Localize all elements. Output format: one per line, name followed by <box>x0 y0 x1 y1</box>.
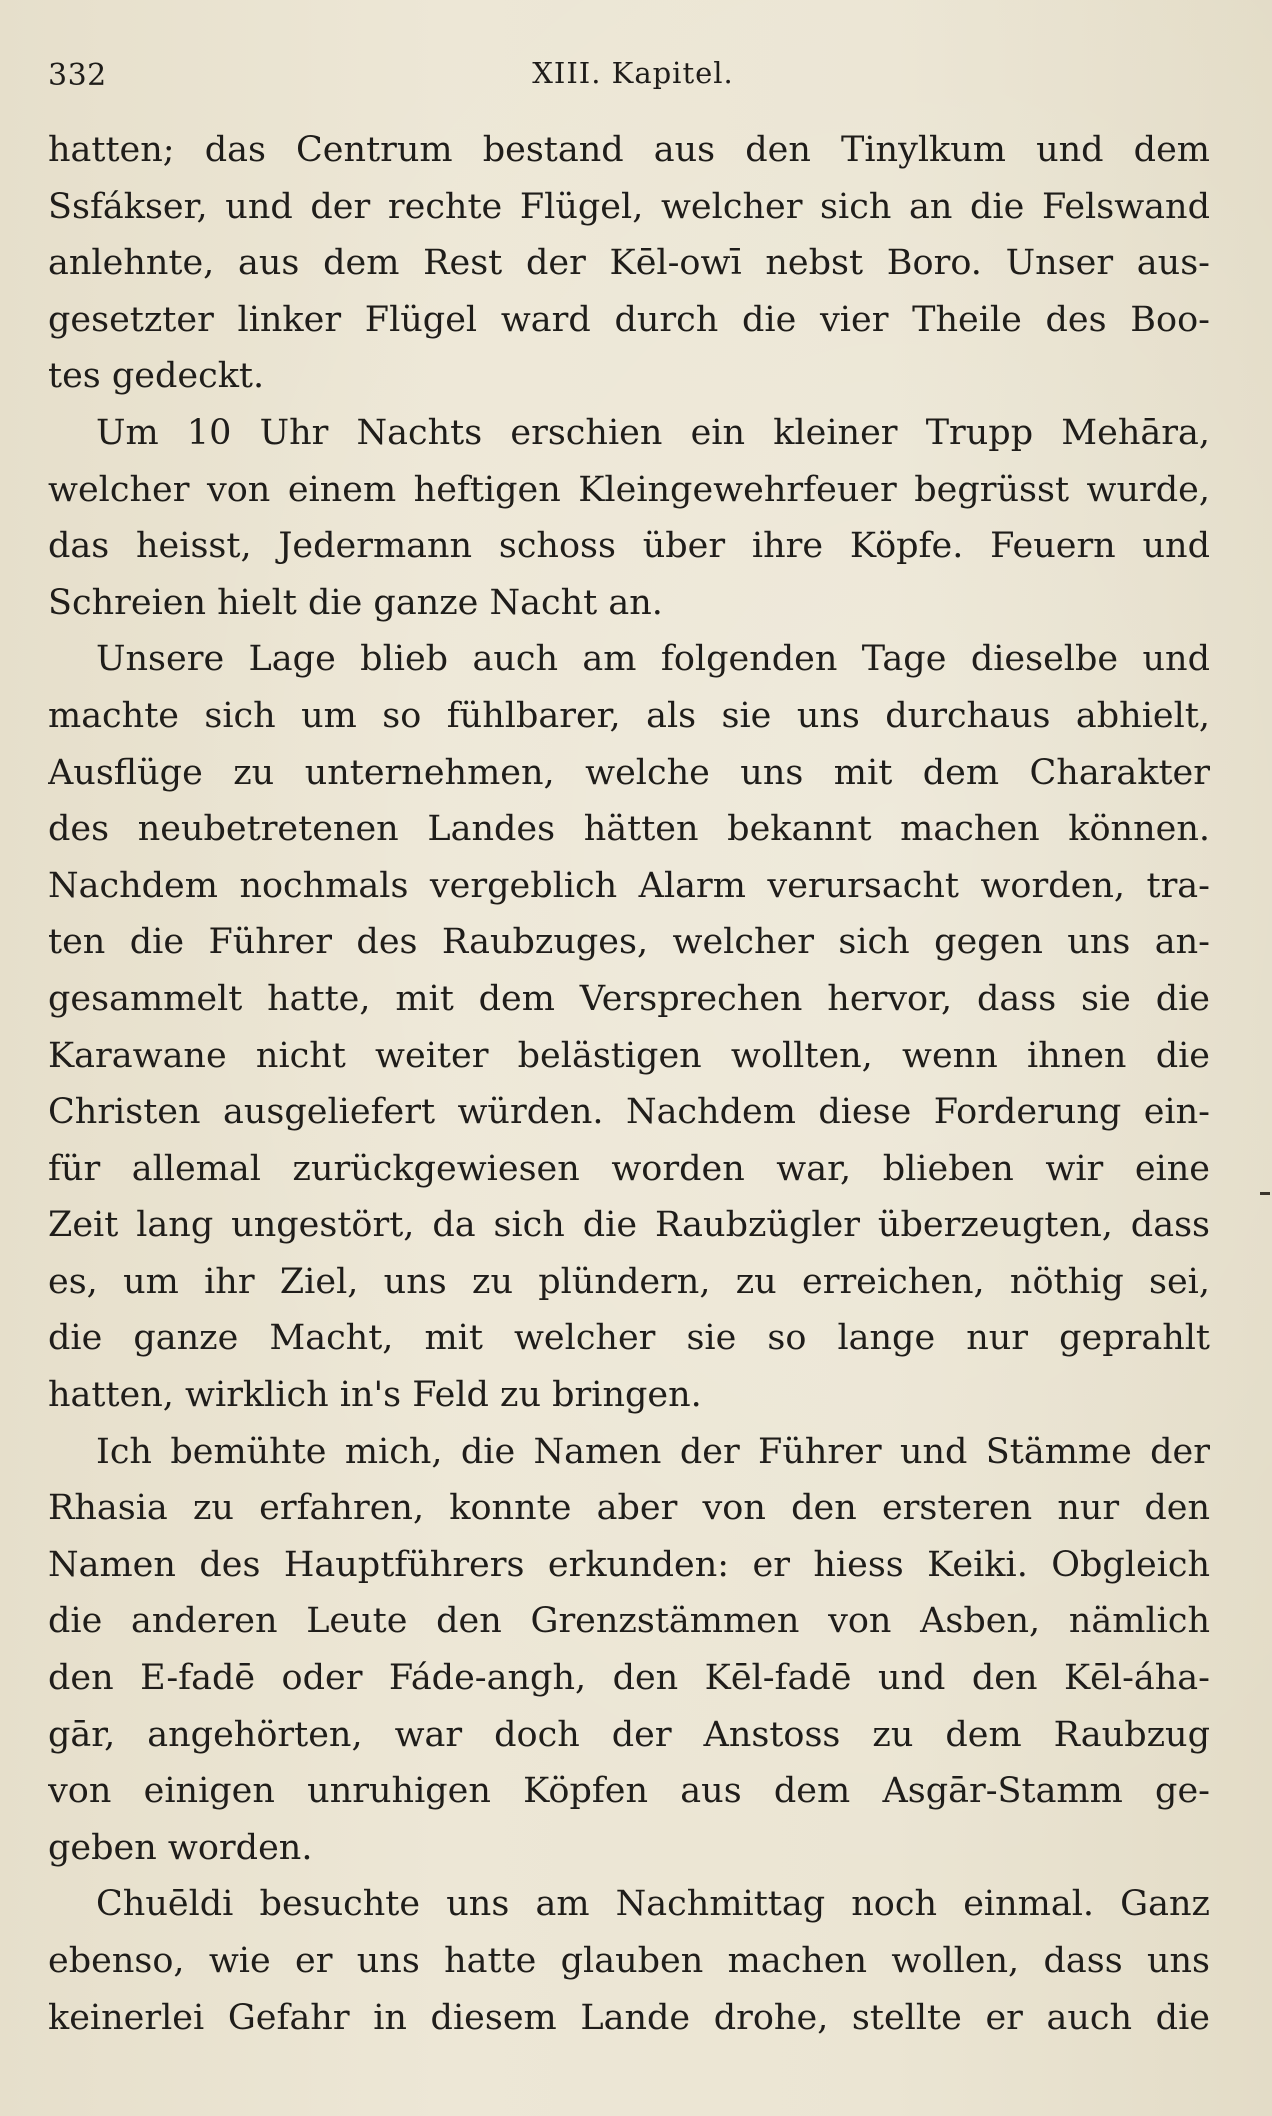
text-line: Schreien hielt die ganze Nacht an. <box>48 582 663 623</box>
paragraph-first-line: Um 10 Uhr Nachts erschien ein kleiner Trupp Mehāra, <box>96 412 1210 453</box>
text-line: gār, angehörten, war doch der Anstoss zu dem Raubzug <box>48 1714 1210 1755</box>
text-line: keinerlei Gefahr in diesem Lande drohe, stellte er auch die <box>48 1997 1210 2038</box>
paragraph-first-line: Chuēldi besuchte uns am Nachmittag noch einmal. Ganz <box>96 1884 1210 1925</box>
text-line: tes gedeckt. <box>48 356 265 397</box>
body-text <box>48 122 1210 2046</box>
text-line: für allemal zurückgewiesen worden war, blieben wir eine <box>48 1148 1210 1189</box>
text-line: Zeit lang ungestört, da sich die Raubzügler überzeugten, dass <box>48 1205 1210 1246</box>
text-line: von einigen unruhigen Köpfen aus dem Asgār-Stamm ge- <box>48 1771 1210 1812</box>
text-line: welcher von einem heftigen Kleingewehrfeuer begrüsst wurde, <box>48 469 1210 510</box>
text-line: die ganze Macht, mit welcher sie so lange nur geprahlt <box>48 1318 1210 1359</box>
text-line: Christen ausgeliefert würden. Nachdem diese Forderung ein- <box>48 1092 1210 1133</box>
text-line: Namen des Hauptführers erkunden: er hiess Keiki. Obgleich <box>48 1544 1210 1585</box>
text-line: ten die Führer des Raubzuges, welcher sich gegen uns an- <box>48 922 1210 963</box>
text-line: machte sich um so fühlbarer, als sie uns durchaus abhielt, <box>48 695 1210 736</box>
page-number: 332 <box>48 58 107 93</box>
text-line: die anderen Leute den Grenzstämmen von Asben, nämlich <box>48 1601 1210 1642</box>
paragraph-first-line: Ich bemühte mich, die Namen der Führer und Stämme der <box>96 1431 1210 1472</box>
text-line: Nachdem nochmals vergeblich Alarm verursacht worden, tra- <box>48 865 1210 906</box>
page-header <box>48 50 1218 100</box>
page-edge-mark <box>1260 1192 1270 1195</box>
text-line: Rhasia zu erfahren, konnte aber von den ersteren nur den <box>48 1488 1210 1529</box>
text-line: hatten, wirklich in's Feld zu bringen. <box>48 1375 702 1416</box>
text-line: anlehnte, aus dem Rest der Kēl-owī nebst Boro. Unser aus- <box>48 243 1210 284</box>
paragraph-first-line: Unsere Lage blieb auch am folgenden Tage dieselbe und <box>96 639 1210 680</box>
text-line: es, um ihr Ziel, uns zu plündern, zu erreichen, nöthig sei, <box>48 1261 1210 1302</box>
running-title: XIII. Kapitel. <box>532 56 734 90</box>
text-line: gesetzter linker Flügel ward durch die vier Theile des Boo- <box>48 299 1210 340</box>
text-line: Karawane nicht weiter belästigen wollten, wenn ihnen die <box>48 1035 1210 1076</box>
text-line: Ausflüge zu unternehmen, welche uns mit dem Charakter <box>48 752 1210 793</box>
text-line: des neubetretenen Landes hätten bekannt machen können. <box>48 809 1210 850</box>
text-line: geben worden. <box>48 1827 313 1868</box>
text-line: Ssfákser, und der rechte Flügel, welcher sich an die Felswand <box>48 186 1210 227</box>
text-line: hatten; das Centrum bestand aus den Tinylkum und dem <box>48 130 1210 170</box>
text-line: das heisst, Jedermann schoss über ihre Köpfe. Feuern und <box>48 526 1210 567</box>
text-line: ebenso, wie er uns hatte glauben machen wollen, dass uns <box>48 1941 1210 1981</box>
text-line: gesammelt hatte, mit dem Versprechen hervor, dass sie die <box>48 978 1210 1019</box>
text-line: den E-fadē oder Fáde-angh, den Kēl-fadē und den Kēl-áha- <box>48 1658 1210 1699</box>
